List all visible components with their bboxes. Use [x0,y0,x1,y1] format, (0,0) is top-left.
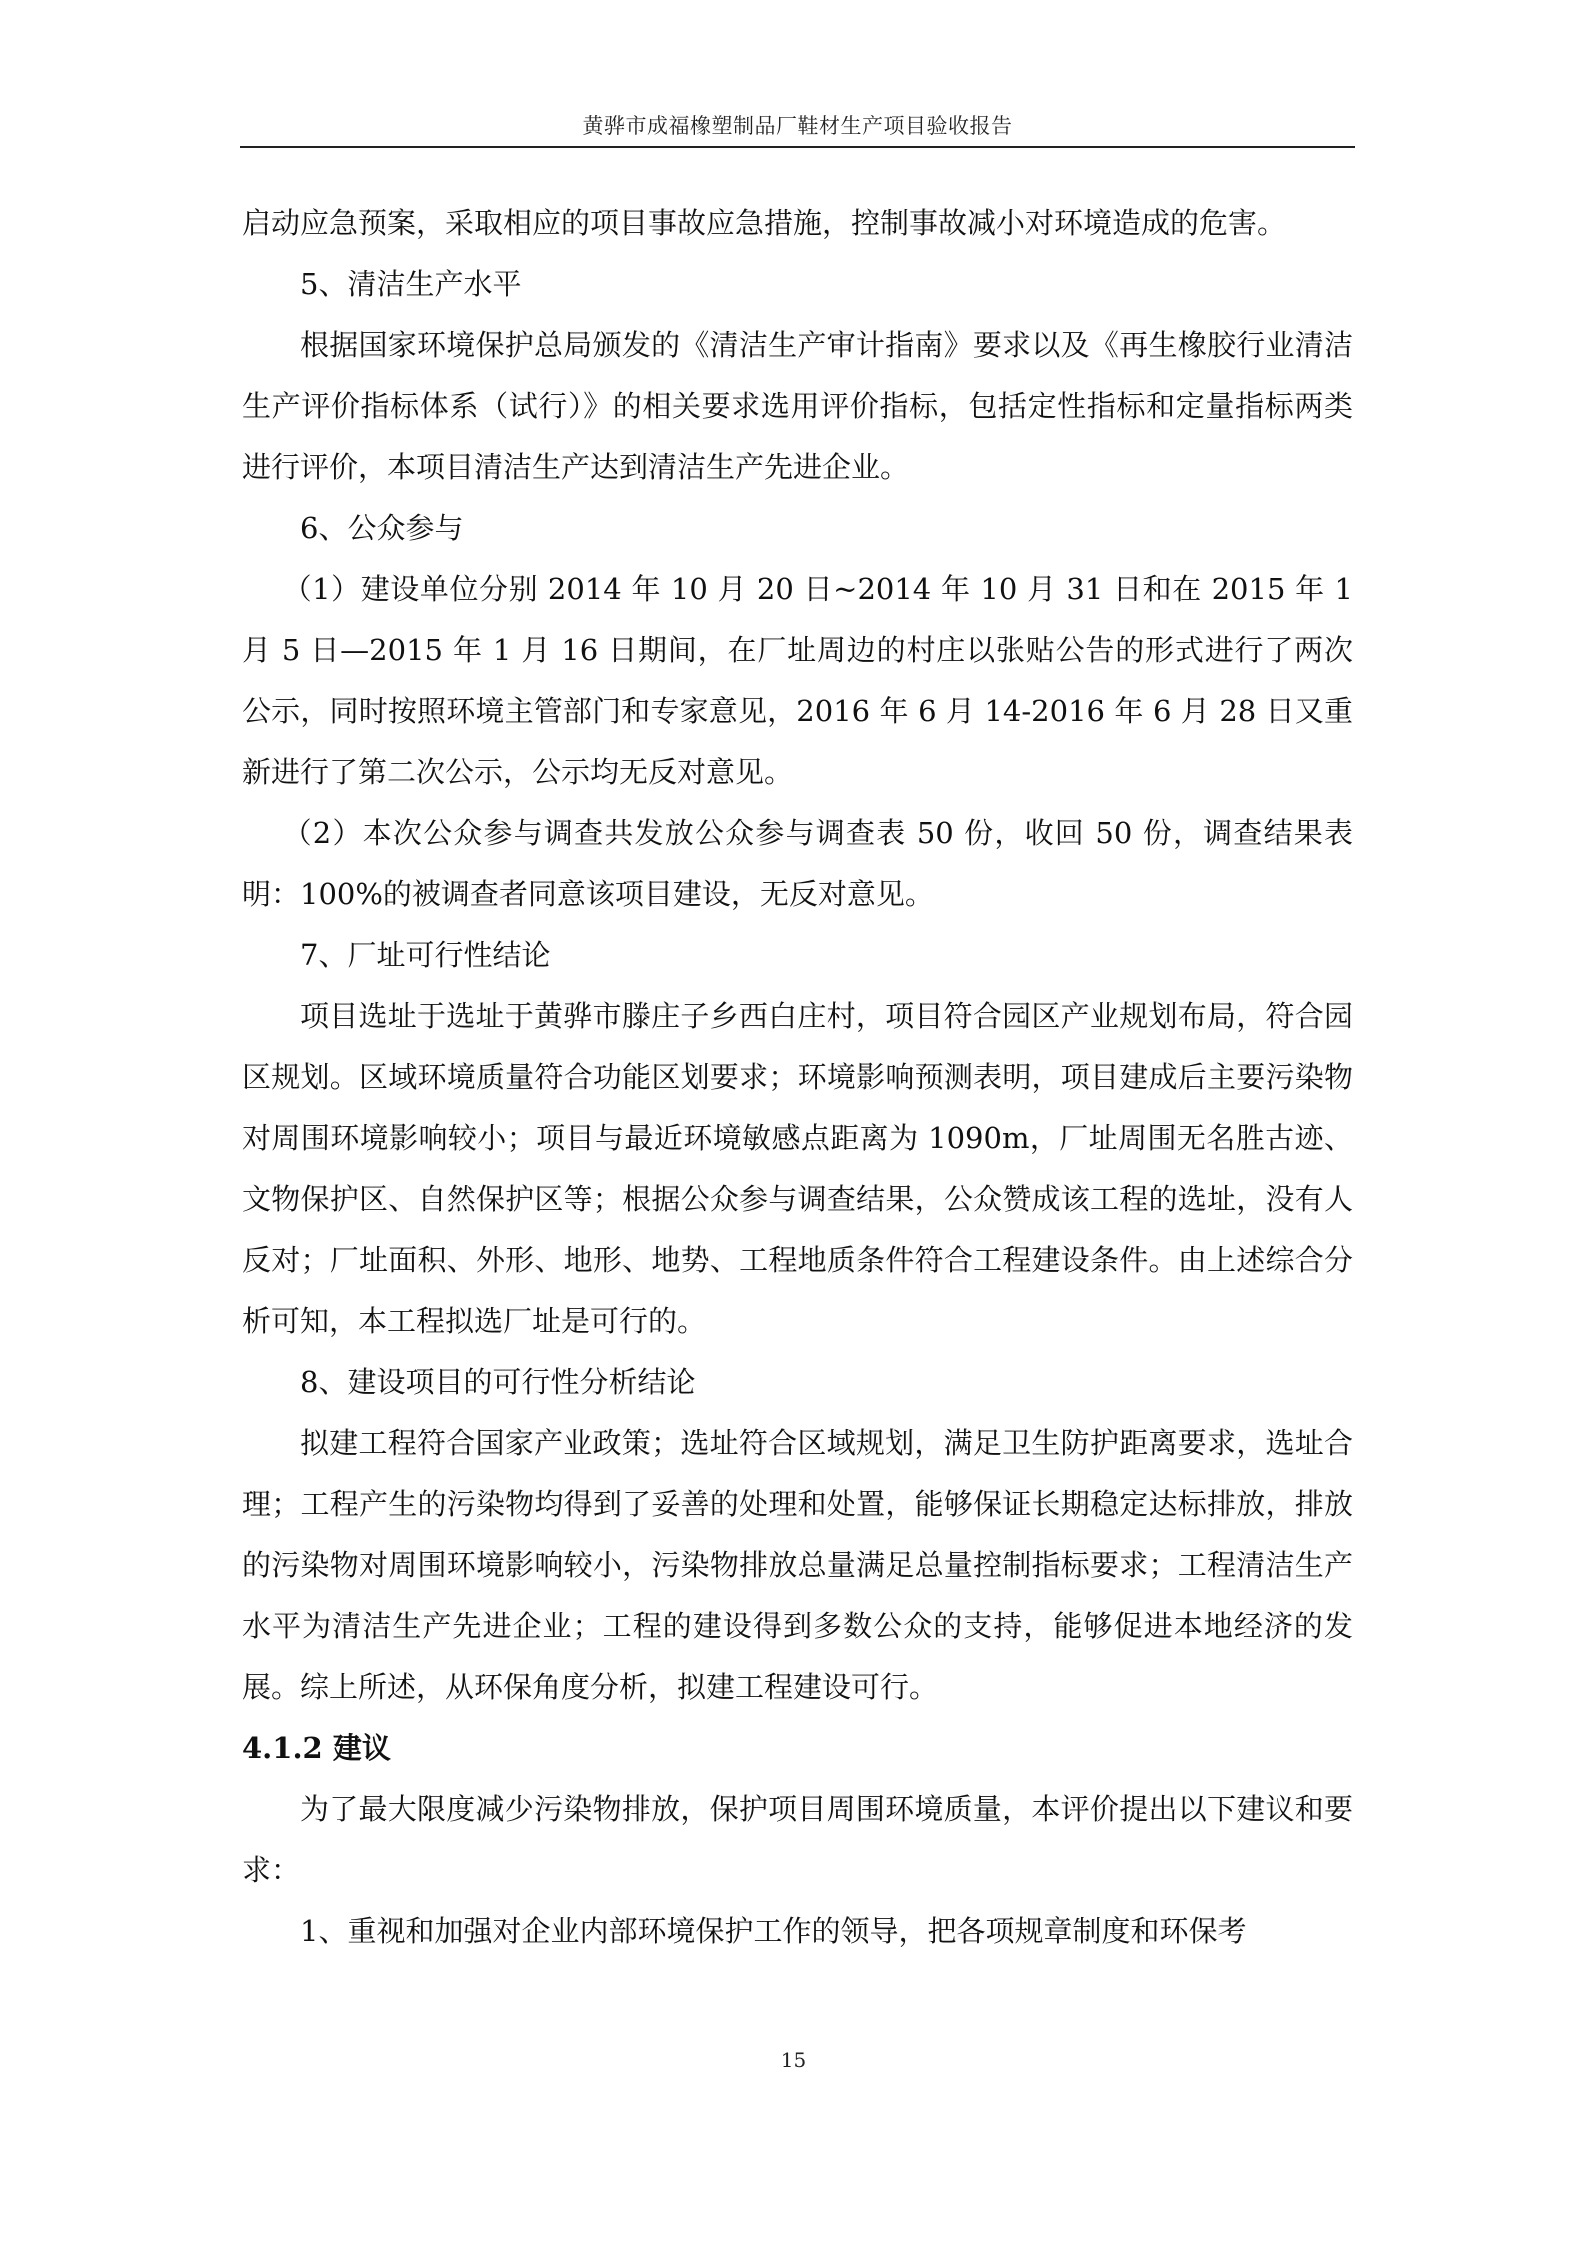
paragraph-suggestions-intro: 为了最大限度减少污染物排放，保护项目周围环境质量，本评价提出以下建议和要求： [242,1792,1353,1887]
running-header: 黄骅市成福橡塑制品厂鞋材生产项目验收报告 [582,114,1013,138]
paragraph-clean-production: 根据国家环境保护总局颁发的《清洁生产审计指南》要求以及《再生橡胶行业清洁生产评价指标体系（试行）》的相关要求选用评价指标，包括定性指标和定量指标两类进行评价，本项目清洁生产达到清洁生产先进企业。 [242,328,1353,484]
paragraph-survey-results: （2）本次公众参与调查共发放公众参与调查表 50 份，收回 50 份，调查结果表明：100%的被调查者同意该项目建设，无反对意见。 [242,816,1353,911]
section-heading-site-feasibility: 7、厂址可行性结论 [300,938,551,972]
paragraph-public-notice: （1）建设单位分别 2014 年 10 月 20 日~2014 年 10 月 31 日和在 2015 年 1 月 5 日—2015 年 1 月 16 日期间，在厂址周边的村庄以张贴公告的形式进行了两次公示，同时按照环境主管部门和专家意见，2016 年 6 月 14-2016 年 6 月 28 日又重新进行了第二次公示，公示均无反对意见。 [242,572,1353,789]
paragraph-continuation: 启动应急预案，采取相应的项目事故应急措施，控制事故减小对环境造成的危害。 [242,206,1287,240]
page-number: 15 [780,2048,807,2072]
section-heading-project-feasibility: 8、建设项目的可行性分析结论 [300,1365,696,1399]
document-body [242,193,1353,1962]
paragraph-site-feasibility: 项目选址于选址于黄骅市滕庄子乡西白庄村，项目符合园区产业规划布局，符合园区规划。区域环境质量符合功能区划要求；环境影响预测表明，项目建成后主要污染物对周围环境影响较小；项目与最近环境敏感点距离为 1090m，厂址周围无名胜古迹、文物保护区、自然保护区等；根据公众参与调查结果，公众赞成该工程的选址，没有人反对；厂址面积、外形、地形、地势、工程地质条件符合工程建设条件。由上述综合分析可知，本工程拟选厂址是可行的。 [242,999,1353,1338]
section-heading-clean-production: 5、清洁生产水平 [300,267,522,301]
paragraph-suggestion-1: 1、重视和加强对企业内部环境保护工作的领导，把各项规章制度和环保考 [300,1914,1247,1948]
paragraph-project-feasibility: 拟建工程符合国家产业政策；选址符合区域规划，满足卫生防护距离要求，选址合理；工程产生的污染物均得到了妥善的处理和处置，能够保证长期稳定达标排放，排放的污染物对周围环境影响较小，污染物排放总量满足总量控制指标要求；工程清洁生产水平为清洁生产先进企业；工程的建设得到多数公众的支持，能够促进本地经济的发展。综上所述，从环保角度分析，拟建工程建设可行。 [242,1426,1353,1704]
section-heading-suggestions: 4.1.2 建议 [242,1731,391,1765]
header-divider [240,146,1355,148]
section-heading-public-participation: 6、公众参与 [300,511,464,545]
